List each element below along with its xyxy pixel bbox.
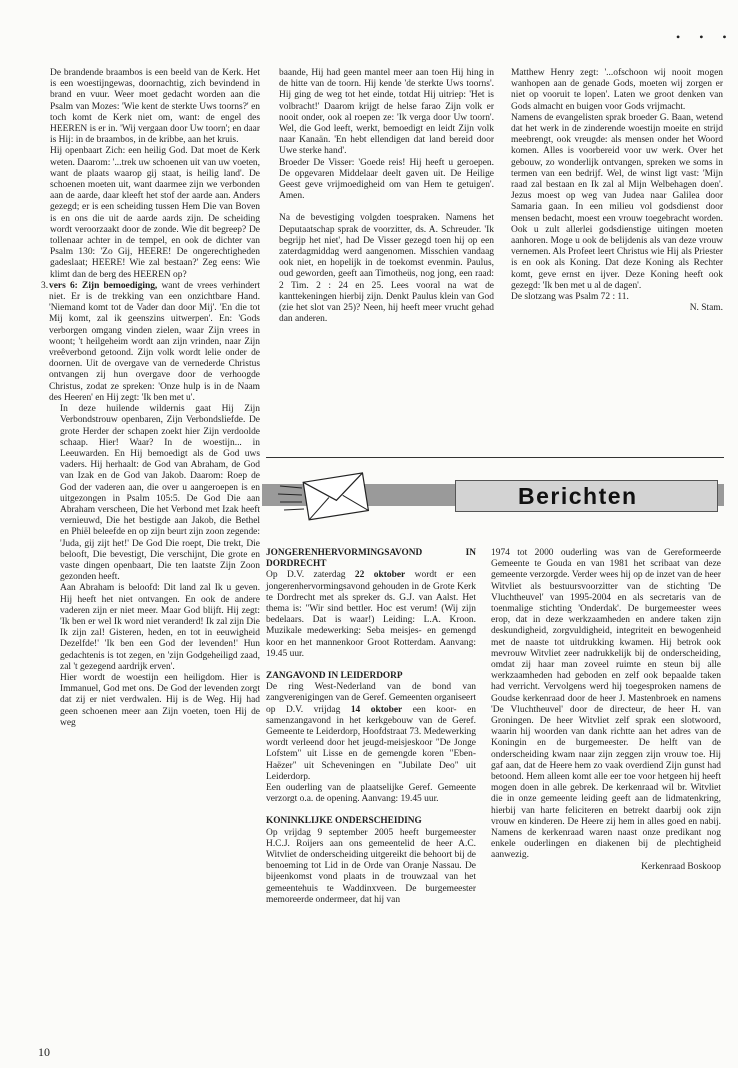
news-item-text: 1974 tot 2000 ouderling was van de Gereformeerde Gemeente te Gouda en van 1981 het scribaat van deze gemeente verzorgde. Verder wees hij op de inzet van de heer Witvliet als bestuursvoorzitter van de stichting 'De Vluchtheuvel' van 1995-2004 en als secretaris van de toenmalige stichting 'Onderdak'. De burgemeester wees erop, dat in deze werkzaamheden en andere taken zijn deskundigheid, zorgvuldigheid, integriteit en bewogenheid met de naaste tot uitdrukking kwamen. Hij betrok ook mevrouw Witvliet zeer nadrukkelijk bij de onderscheiding, omdat zij haar man zoveel ruimte en steun bij alle werkzaamheden had geboden en zelf ook bepaalde taken had verricht. Vervolgens werd hij toegesproken namens de Goudse kerkenraad door de heer J. Mastenbroek en namens 'De Vluchtheuvel' door de directeur, de heer H. van Groningen. De heer Witvliet zelf sprak een slotwoord, waarin hij woorden van dank richtte aan het adres van de Koningin en de burgemeester. De helft van de onderscheiding kwam naar zijn zeggen zijn vrouw toe. Hij gaf aan, dat de Heere hem zo vaak overdiend Zijn gunst had betoond. Hem alleen komt alle eer toe voor hetgeen hij heeft mogen doen in alle gebrek. De kerkenraad wil br. Witvliet die in onze gemeente leiding geeft aan de lidmatenkring, hierbij van harte feliciteren en betrekt daarbij ook zijn vrouw en kinderen. De Heere zij hem in alles goed en nabij. Namens de kerkenraad waren naast onze predikant nog enkele ouderlingen en diakenen bij de plechtigheid aanwezig. bbox=[491, 548, 721, 861]
section-title: Berichten bbox=[518, 483, 638, 509]
paragraph: De brandende braambos is een beeld van de Kerk. Het is een woestijngewas, doornachtig, zich bevindend in brand en vuur. Weer moet gedacht worden aan die Psalm van Mozes: 'Wie kent de sterkte Uws toorns?' en toch komt de Kerk niet om, want: de engel des HEEREN is er in. 'Wij vergaan door Uw toorn'; en daar is Hij: in de braambos, in de kribbe, aan het kruis. bbox=[50, 68, 260, 146]
paragraph: Namens de evangelisten sprak broeder G. Baan, wetend dat het werk in de zinderende woestijn moeite en strijd meebrengt, ook vreugde: als mensen onder het Woord komen. Alles is voorbereid voor uw werk. Over het gebouw, zo wonderlijk ontvangen, spreken we soms in termen van een bedrijf. Wel, de winst ligt vast: 'Mijn raad zal bestaan en Ik zal al Mijn Welbehagen doen'. Jezus moest op weg van Judea naar Galilea door Samaria gaan. In een milieu vol godsdienst door mensen bedacht, moest een vrouw toegebracht worden. Ook u zult allerlei godsdienstige uitingen moeten aanhoren. Moge u ook de belijdenis als van deze vrouw vernemen. Als Profeet leert Christus wie Hij als Priester is en ook als Koning. Dat deze Koning als Rechter komt, geve ernst en ijver. Deze Koning heeft ook gezegd: 'Ik ben met u al de dagen'. bbox=[511, 112, 723, 291]
banner-label-box bbox=[455, 480, 718, 512]
numbered-point-3 bbox=[41, 280, 261, 404]
text-run: een koor- en samenzangavond in het kerkgebouw van de Geref. Gemeente te Leiderdorp, Hoofdstraat 73. Medewerking wordt verleend door het jeugd-meisjeskoor "De Jonge Lofstem" uit Lisse en de gemengde koren "Eben-Haëzer" uit Scheveningen en "Jubilate Deo" uit Leiderdorp. bbox=[266, 704, 476, 782]
envelope-icon bbox=[276, 470, 388, 526]
speed-lines bbox=[278, 486, 304, 510]
news-item-text: Op vrijdag 9 september 2005 heeft burgemeester H.C.J. Roijers aan ons gemeentelid de heer A.C. Witvliet de onderscheiding uitgereikt die behoort bij de benoeming tot Lid in de Orde van Oranje Nassau. De bijeenkomst vond plaats in de trouwzaal van het gemeentehuis te Waddinxveen. De burgemeester memoreerde ondermeer, dat hij van bbox=[266, 827, 476, 905]
date-highlight: 22 oktober bbox=[354, 570, 406, 581]
article-column-2 bbox=[279, 68, 494, 325]
paragraph: Aan Abraham is beloofd: Dit land zal Ik u geven. Hij heeft het niet ontvangen. En ook de andere vaderen zijn er niet meer. Maar God blijft. Hij zegt: 'Ik ben er wel Ik word niet veranderd! Ik zal zijn Die Ik zijn zal! Gisteren, heden, en tot in eeuwigheid Dezelfde!' 'Ik ben een God der levenden!' Hun gedachtenis is tot zegen, en 'zijn Godgeheiligd zaad, zal 't gezegend aardrijk erven'. bbox=[60, 583, 260, 672]
section-divider bbox=[266, 457, 724, 458]
point-body: want de vrees verhindert niet. Er is de trekking van een onzichtbare Hand. 'Niemand komt tot de Vader dan door Mij'. 'En die tot Mij komt, zal ik geenszins uitwerpen'. En: 'Gods verborgen omgang vinden zielen, waar Zijn vrees in woont; 't heilgeheim wordt aan zijn vrinden, naar Zijn vreêverbond getoond. Zijn volk wordt lelie onder de doornen. Uit de overgave van de vernederde Christus ontvangen zij hun overgave door de verhoogde Christus, zodat ze spreken: 'Onze hulp is in de Naam des Heeren' en Hij zegt: 'Ik ben met u'. bbox=[49, 280, 261, 403]
page-number: 10 bbox=[38, 1045, 50, 1059]
news-heading: ZANGAVOND IN LEIDERDORP bbox=[266, 671, 403, 682]
author-signature: Kerkenraad Boskoop bbox=[641, 861, 721, 872]
author-signature: N. Stam. bbox=[689, 303, 723, 314]
point-label: vers 6: Zijn bemoediging, bbox=[49, 280, 158, 291]
article-column-1 bbox=[41, 68, 261, 729]
paragraph: Matthew Henry zegt: '...ofschoon wij nooit mogen wanhopen aan de genade Gods, moeten wij zorgen er niet op vooruit te lopen'. Laten we groot denken van Gods almacht en buigen voor Gods vrijmacht. bbox=[511, 68, 723, 112]
news-column-1 bbox=[266, 548, 476, 906]
paragraph: Broeder De Visser: 'Goede reis! Hij heeft u geroepen. De opgevaren Middelaar deelt gaven uit. De Heilige Geest geve vrijmoedigheid om van Hem te getuigen'. Amen. bbox=[279, 157, 494, 202]
news-heading: KONINKLIJKE ONDERSCHEIDING bbox=[266, 816, 422, 827]
article-column-3 bbox=[511, 68, 723, 314]
paragraph: baande, Hij had geen mantel meer aan toen Hij hing in de hitte van de toorn. Hij kende 'de sterkte Uws toorns'. Hij ging de weg tot het einde, totdat Hij uitriep: 'Het is volbracht!' Daarom krijgt de helse farao Zijn volk er nooit onder, ook al roepen ze: 'Ik verga door Uw toorn'. Wel, die God leeft, werkt, bemoedigt en leidt Zijn volk naar Kanaän. 'En hebt ellendigen dat land bereid door Uwe sterke hand'. bbox=[279, 68, 494, 157]
point-number: 3. bbox=[41, 280, 49, 291]
section-banner bbox=[262, 470, 724, 530]
news-column-2 bbox=[491, 548, 721, 873]
corner-marks: • • • bbox=[676, 30, 735, 44]
paragraph: De slotzang was Psalm 72 : 11. bbox=[511, 292, 629, 303]
paragraph: In deze huilende wildernis gaat Hij Zijn Verbondstrouw openbaren, Zijn Verbondsliefde. De grote Herder der schapen zoekt hier Zijn verdoolde schaap. Hier! Waar? In de woestijn... in Leeuwarden. En Hij bemoedigt als de God uws vaders. Hij herhaalt: de God van Abraham, de God van Izak en de God van Jakob. Daarom: Roep de God der vaderen aan, die over u aangeroepen is en uitgezongen in Psalm 105:5. De God Die aan Abraham verscheen, Die het Verbond met Izak heeft vernieuwd, Die het bestigde aan Jakob, die Bethel en Phiël beleefde en op zijn beurt zijn zoon zegende: 'Juda, gij zijt het!' De God Die roept, Die trekt, Die belooft, Die bevestigt, Die verschijnt, Die grote en vaste dingen openbaart, Die ten laatste Zijn Zoon gezonden heeft. bbox=[60, 404, 260, 583]
paragraph: Hier wordt de woestijn een heiligdom. Hier is Immanuel, God met ons. De God der levenden zorgt dat zij er niet verdwalen. Hij is de Weg. Hij had geen schoenen meer aan Zijn voeten, toen Hij de weg bbox=[60, 672, 260, 728]
text-run: De ring West-Nederland van de bond van zangverenigingen van de Geref. Gemeenten organiseert op D.V. vrijdag bbox=[266, 682, 476, 715]
news-heading: JONGERENHERVORMINGSAVOND IN DORDRECHT bbox=[266, 548, 476, 570]
text-run: wordt er een jongerenhervormingsavond gehouden in de Grote Kerk te Dordrecht met als spreker ds. G.J. van Aalst. Het thema is: "Wir sind bettler. Hoc est verum! (Wij zijn bedelaars. Dat is waar!) Leiding: L.A. Kroon. Muzikale medewerking: Seba meisjes- en gemengd koor en het mannenkoor Groot Rotterdam. Aanvang: 19.45 uur. bbox=[266, 570, 476, 659]
paragraph: Na de bevestiging volgden toespraken. Namens het Deputaatschap sprak de voorzitter, ds. A. Schreuder. 'Ik begrijp het niet', had De Visser gezegd toen hij op een zaterdagmiddag werd aangenomen. Misschien vandaag ook niet, en hopelijk in de toekomst evenmin. Paulus, oud geworden, geeft aan Timotheüs, nog jong, een raad: 2 Tim. 2 : 24 en 25. Lees vooral na wat de kanttekeningen hierbij zijn. Denkt Paulus klein van God (zie het slot van 25)? Neen, hij heeft meer vrucht gehad dan anderen. bbox=[279, 213, 494, 325]
paragraph: Hij openbaart Zich: een heilig God. Dat moet de Kerk weten. Daarom: '...trek uw schoenen uit van uw voeten, want de plaats waarop gij staat, is heilig land'. De schoenen moeten uit, want daarmee zijn we verbonden aan de aarde, daar kleeft het stof der aarde aan. Anders gezegd; er is een scheiding tussen Hem Die van Boven is en ons die uit de aarde aards zijn. De scheiding wordt veroorzaakt door de zonde. Wie dit begreep? De tollenaar achter in de tempel, en ook de dichter van Psalm 130: 'Zo Gij, HEERE! De ongerechtigheden gadeslaat; HEERE! Wie zal bestaan?' Zeg eens: Wie klimt dan de berg des HEEREN op? bbox=[50, 146, 260, 280]
text-run: Op D.V. zaterdag bbox=[266, 570, 355, 581]
news-item-text: Een ouderling van de plaatselijke Geref. Gemeente verzorgt o.a. de opening. Aanvang: 19.45 uur. bbox=[266, 783, 476, 805]
news-item-text bbox=[266, 570, 476, 660]
news-item-text bbox=[266, 682, 476, 783]
point-text bbox=[49, 281, 260, 404]
date-highlight: 14 oktober bbox=[350, 704, 403, 715]
